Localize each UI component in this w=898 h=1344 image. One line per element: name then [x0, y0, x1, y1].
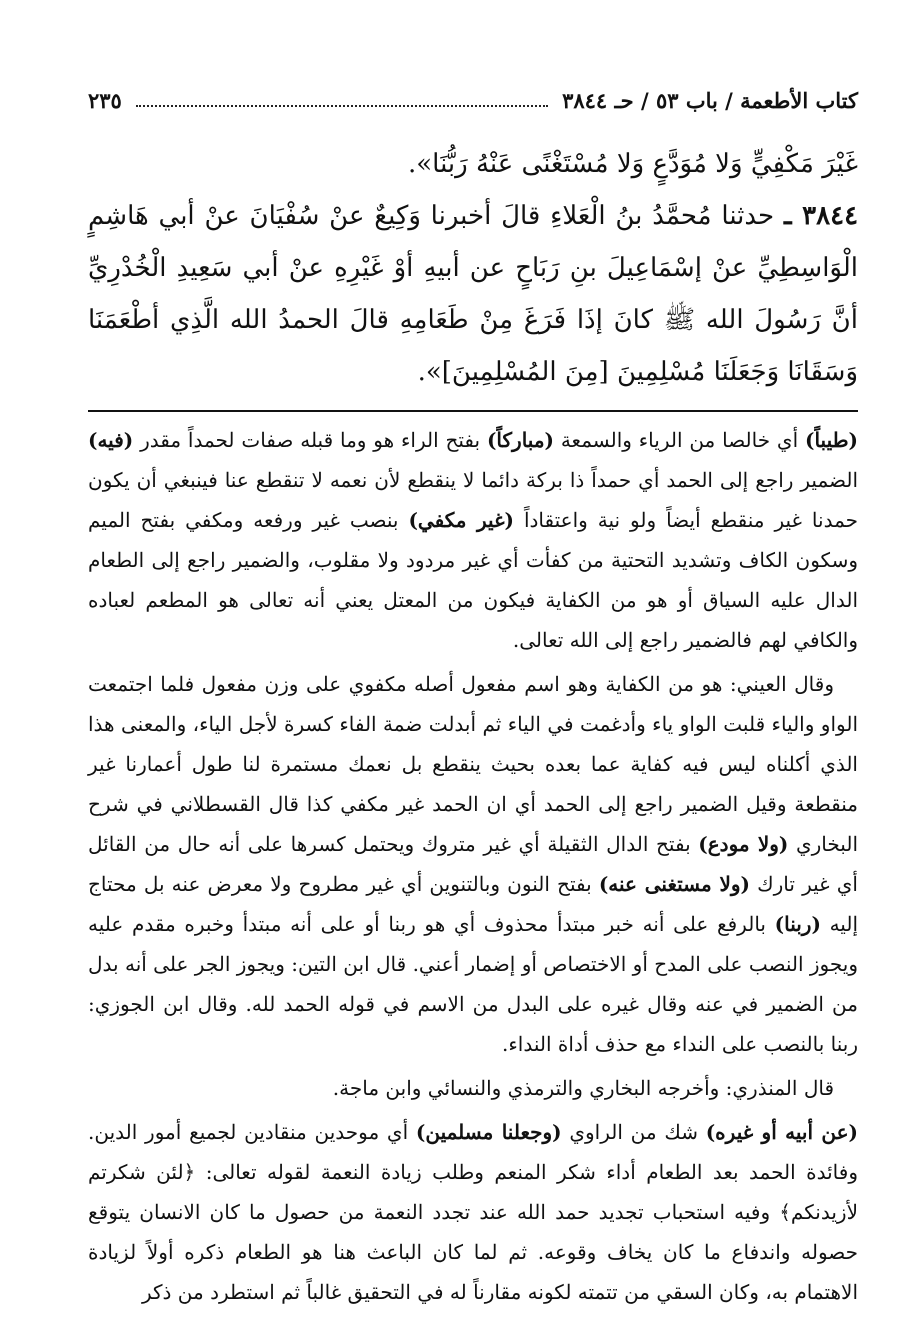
commentary-text: بفتح النون وبالتنوين أي غير مطروح ولا معرض عنه بل محتاج إليه [88, 872, 858, 936]
running-header [88, 80, 858, 120]
hadith-number: ٣٨٤٤ ـ [783, 201, 859, 231]
hadith-continuation: غَيْرَ مَكْفِيٍّ وَلا مُوَدَّعٍ وَلا مُسْتَغْنًى عَنْهُ رَبُّنَا». [407, 149, 858, 179]
commentary-text: بنصب غير ورفعه ومكفي بفتح الميم وسكون الكاف وتشديد التحتية من كفأت أي غير مردود ولا مقلوب، والضمير راجع إلى الطعام الدال عليه السياق أو هو من الكفاية فيكون من المعتل يعني أنه تعالى هو المطعم لعباده والكافي لهم فالضمير راجع إلى الله تعالى. [88, 508, 858, 652]
commentary-paragraph-2 [88, 664, 858, 1064]
commentary-text: الضمير راجع إلى الحمد أي حمداً ذا بركة دائما لا ينقطع لأن نعمه لا تنقطع عنا فينبغي أن يكون حمدنا غير منقطع أيضاً ولو نية واعتقاداً [88, 468, 859, 532]
footnote-separator [88, 410, 858, 412]
commentary-paragraph-1 [88, 420, 858, 660]
commentary-text: بالرفع على أنه خبر مبتدأ محذوف أي هو ربنا أو على أنه مبتدأ وخبره مقدم عليه ويجوز النصب على المدح أو الاختصاص أو إضمار أعني. قال ابن التين: ويجوز الجر على أنه بدل من الضمير في عنه وقال غيره على البدل من الاسم في قوله الحمد لله. وقال ابن الجوزي: ربنا بالنصب على النداء مع حذف أداة النداء. [88, 912, 858, 1056]
commentary-keyword: (مباركاً) [486, 428, 554, 452]
commentary-keyword: (ولا مستغنى عنه) [598, 872, 750, 896]
commentary-keyword: (وجعلنا مسلمين) [415, 1120, 562, 1144]
commentary-keyword: (عن أبيه أو غيره) [705, 1120, 858, 1144]
commentary-keyword: (ربنا) [774, 912, 821, 936]
commentary-text: بفتح الراء هو وما قبله صفات لحمداً مقدر [133, 428, 487, 452]
hadith-text-block [88, 138, 858, 398]
dot-leader [136, 93, 548, 107]
commentary-keyword: (ولا مودع) [698, 832, 789, 856]
hadith-body: حدثنا مُحمَّدُ بنُ الْعَلاءِ قالَ أخبرنا وَكِيعٌ عنْ سُفْيَانَ عنْ أبي هَاشِمٍ الْوَاسِطِيِّ عنْ إسْمَاعِيلَ بنِ رَبَاحٍ عن أبيهِ أوْ غَيْرِهِ عنْ أبي سَعِيدِ الْخُدْرِيِّ أنَّ رَسُولَ الله ﷺ كانَ إذَا فَرَغَ مِنْ طَعَامِهِ قالَ الحمدُ الله الَّذِي أطْعَمَنَا وَسَقَانَا وَجَعَلَنَا مُسْلِمِينَ [مِنَ المُسْلِمِينَ]». [88, 201, 858, 387]
commentary-text: أي موحدين منقادين لجميع أمور الدين. وفائدة الحمد بعد الطعام أداء شكر المنعم وطلب زيادة النعمة لقوله تعالى: ﴿لئن شكرتم لأزيدنكم﴾ وفيه استحباب تجديد حمد الله عند تجدد النعمة من حصول ما كان الانسان يتوقع حصوله واندفاع ما كان يخاف وقوعه. ثم لما كان الباعث هنا هو الطعام ذكره أولاً لزيادة الاهتمام به، وكان السقي من تتمته لكونه مقارناً له في التحقيق غالباً ثم استطرد من ذكر [88, 1120, 858, 1304]
commentary-text: وقال العيني: هو من الكفاية وهو اسم مفعول أصله مكفوي على وزن مفعول فلما اجتمعت الواو والياء قلبت الواو ياء وأدغمت في الياء ثم أبدلت ضمة الفاء كسرة لأجل الياء، والمعنى هذا الذي أكلناه ليس فيه كفاية عما بعده بحيث ينقطع بل نعمك مستمرة لنا طول أعمارنا غير منقطعة وقيل الضمير راجع إلى الحمد أي ان الحمد غير مكفي كذا قال القسطلاني في شرح البخاري [88, 672, 858, 856]
commentary-paragraph-3: قال المنذري: وأخرجه البخاري والترمذي والنسائي وابن ماجة. [332, 1076, 834, 1100]
page-number: ٢٣٥ [88, 87, 122, 113]
hadith-3844 [88, 190, 858, 398]
commentary-paragraph-4 [88, 1112, 858, 1312]
chapter-title: كتاب الأطعمة / باب ٥٣ / حـ ٣٨٤٤ [562, 87, 858, 113]
commentary-block [88, 420, 858, 1312]
commentary-keyword: (طيباً) [804, 428, 858, 452]
commentary-text: أي خالصا من الرياء والسمعة [554, 428, 805, 452]
commentary-text: بفتح الدال الثقيلة أي غير متروك ويحتمل كسرها على أنه حال من القائل أي غير تارك [88, 832, 858, 896]
book-page [88, 80, 858, 1316]
commentary-keyword: (غير مكفي) [408, 508, 515, 532]
commentary-text: شك من الراوي [561, 1120, 706, 1144]
commentary-keyword: (فيه) [88, 428, 134, 452]
